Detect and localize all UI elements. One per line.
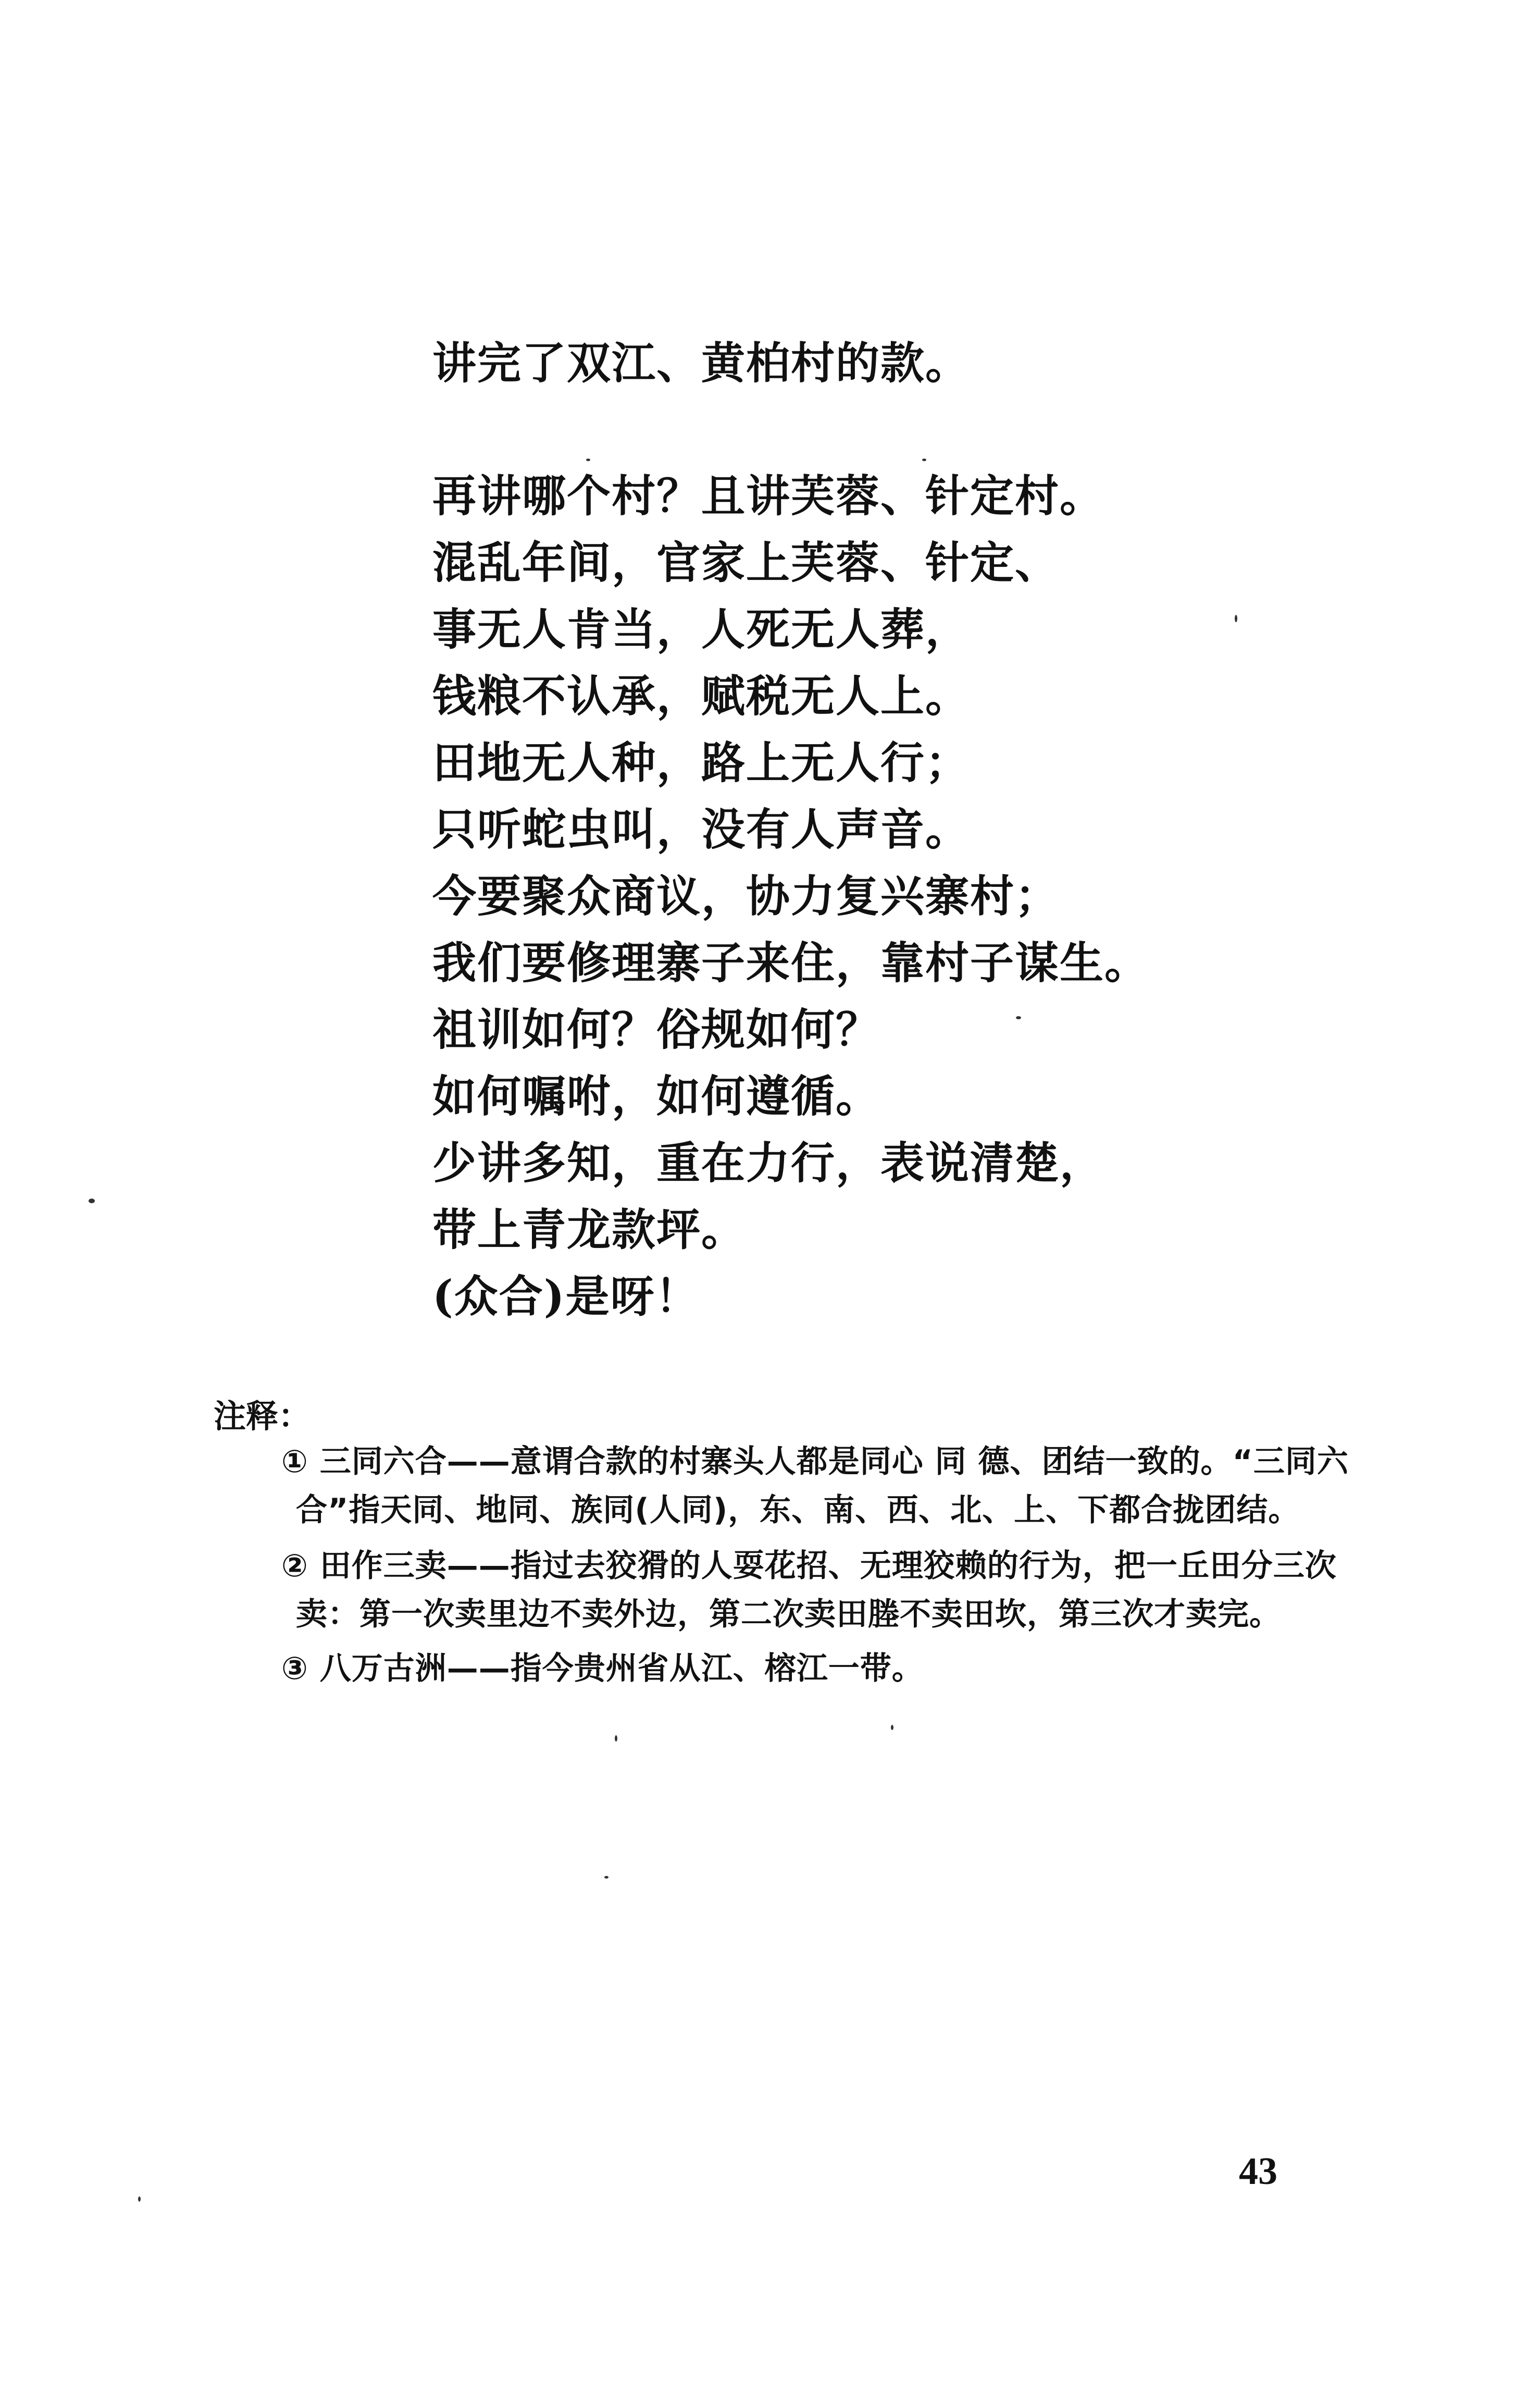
verse-line: 再讲哪个村？且讲芙蓉、针定村。 [432,470,1105,522]
note-line: 卖：第一次卖里边不卖外边，第二次卖田塍不卖田坎，第三次才卖完。 [296,1596,1281,1633]
scan-speck [89,1199,95,1203]
verse-line: 田地无人种，路上无人行； [432,737,971,788]
scan-speck [891,1725,893,1730]
notes-heading: 注释： [214,1397,311,1435]
verse-line: 钱粮不认承，赋税无人上。 [432,670,971,722]
verse-line: 少讲多知，重在力行，表说清楚， [432,1137,1105,1189]
scan-speck [138,2196,141,2202]
scan-speck [1016,1016,1021,1019]
verse-line: (众合)是呀！ [432,1270,700,1322]
verse-line: 我们要修理寨子来住，靠村子谋生。 [432,937,1150,989]
verse-line: 如何嘱咐，如何遵循。 [432,1070,881,1122]
note-line: 合”指天同、地同、族同(人同)，东、南、西、北、上、下都合拢团结。 [296,1492,1300,1528]
scan-speck [922,459,926,461]
verse-line: 带上青龙款坪。 [432,1204,747,1255]
scan-speck [615,1735,617,1742]
page-number: 43 [1239,2150,1277,2193]
note-line: ② 田作三卖——指过去狡猾的人耍花招、无理狡赖的行为，把一丘田分三次 [281,1548,1337,1584]
scan-speck [604,1876,608,1879]
note-line: ③ 八万古洲——指今贵州省从江、榕江一带。 [281,1650,924,1687]
verse-line: 祖训如何？俗规如何？ [432,1004,881,1055]
verse-line: 事无人肯当，人死无人葬， [432,603,971,655]
verse-line: 今要聚众商议，协力复兴寨村； [432,870,1060,922]
verse-line: 只听蛇虫叫，没有人声音。 [432,804,971,855]
scan-speck [1235,615,1237,622]
verse-line: 混乱年间，官家上芙蓉、针定、 [432,537,1060,588]
note-line: ① 三同六合——意谓合款的村寨头人都是同心 同 德、团结一致的。“三同六 [281,1443,1349,1480]
scan-speck [586,459,590,461]
verse-line: 讲完了双江、黄柏村的款。 [432,337,971,389]
